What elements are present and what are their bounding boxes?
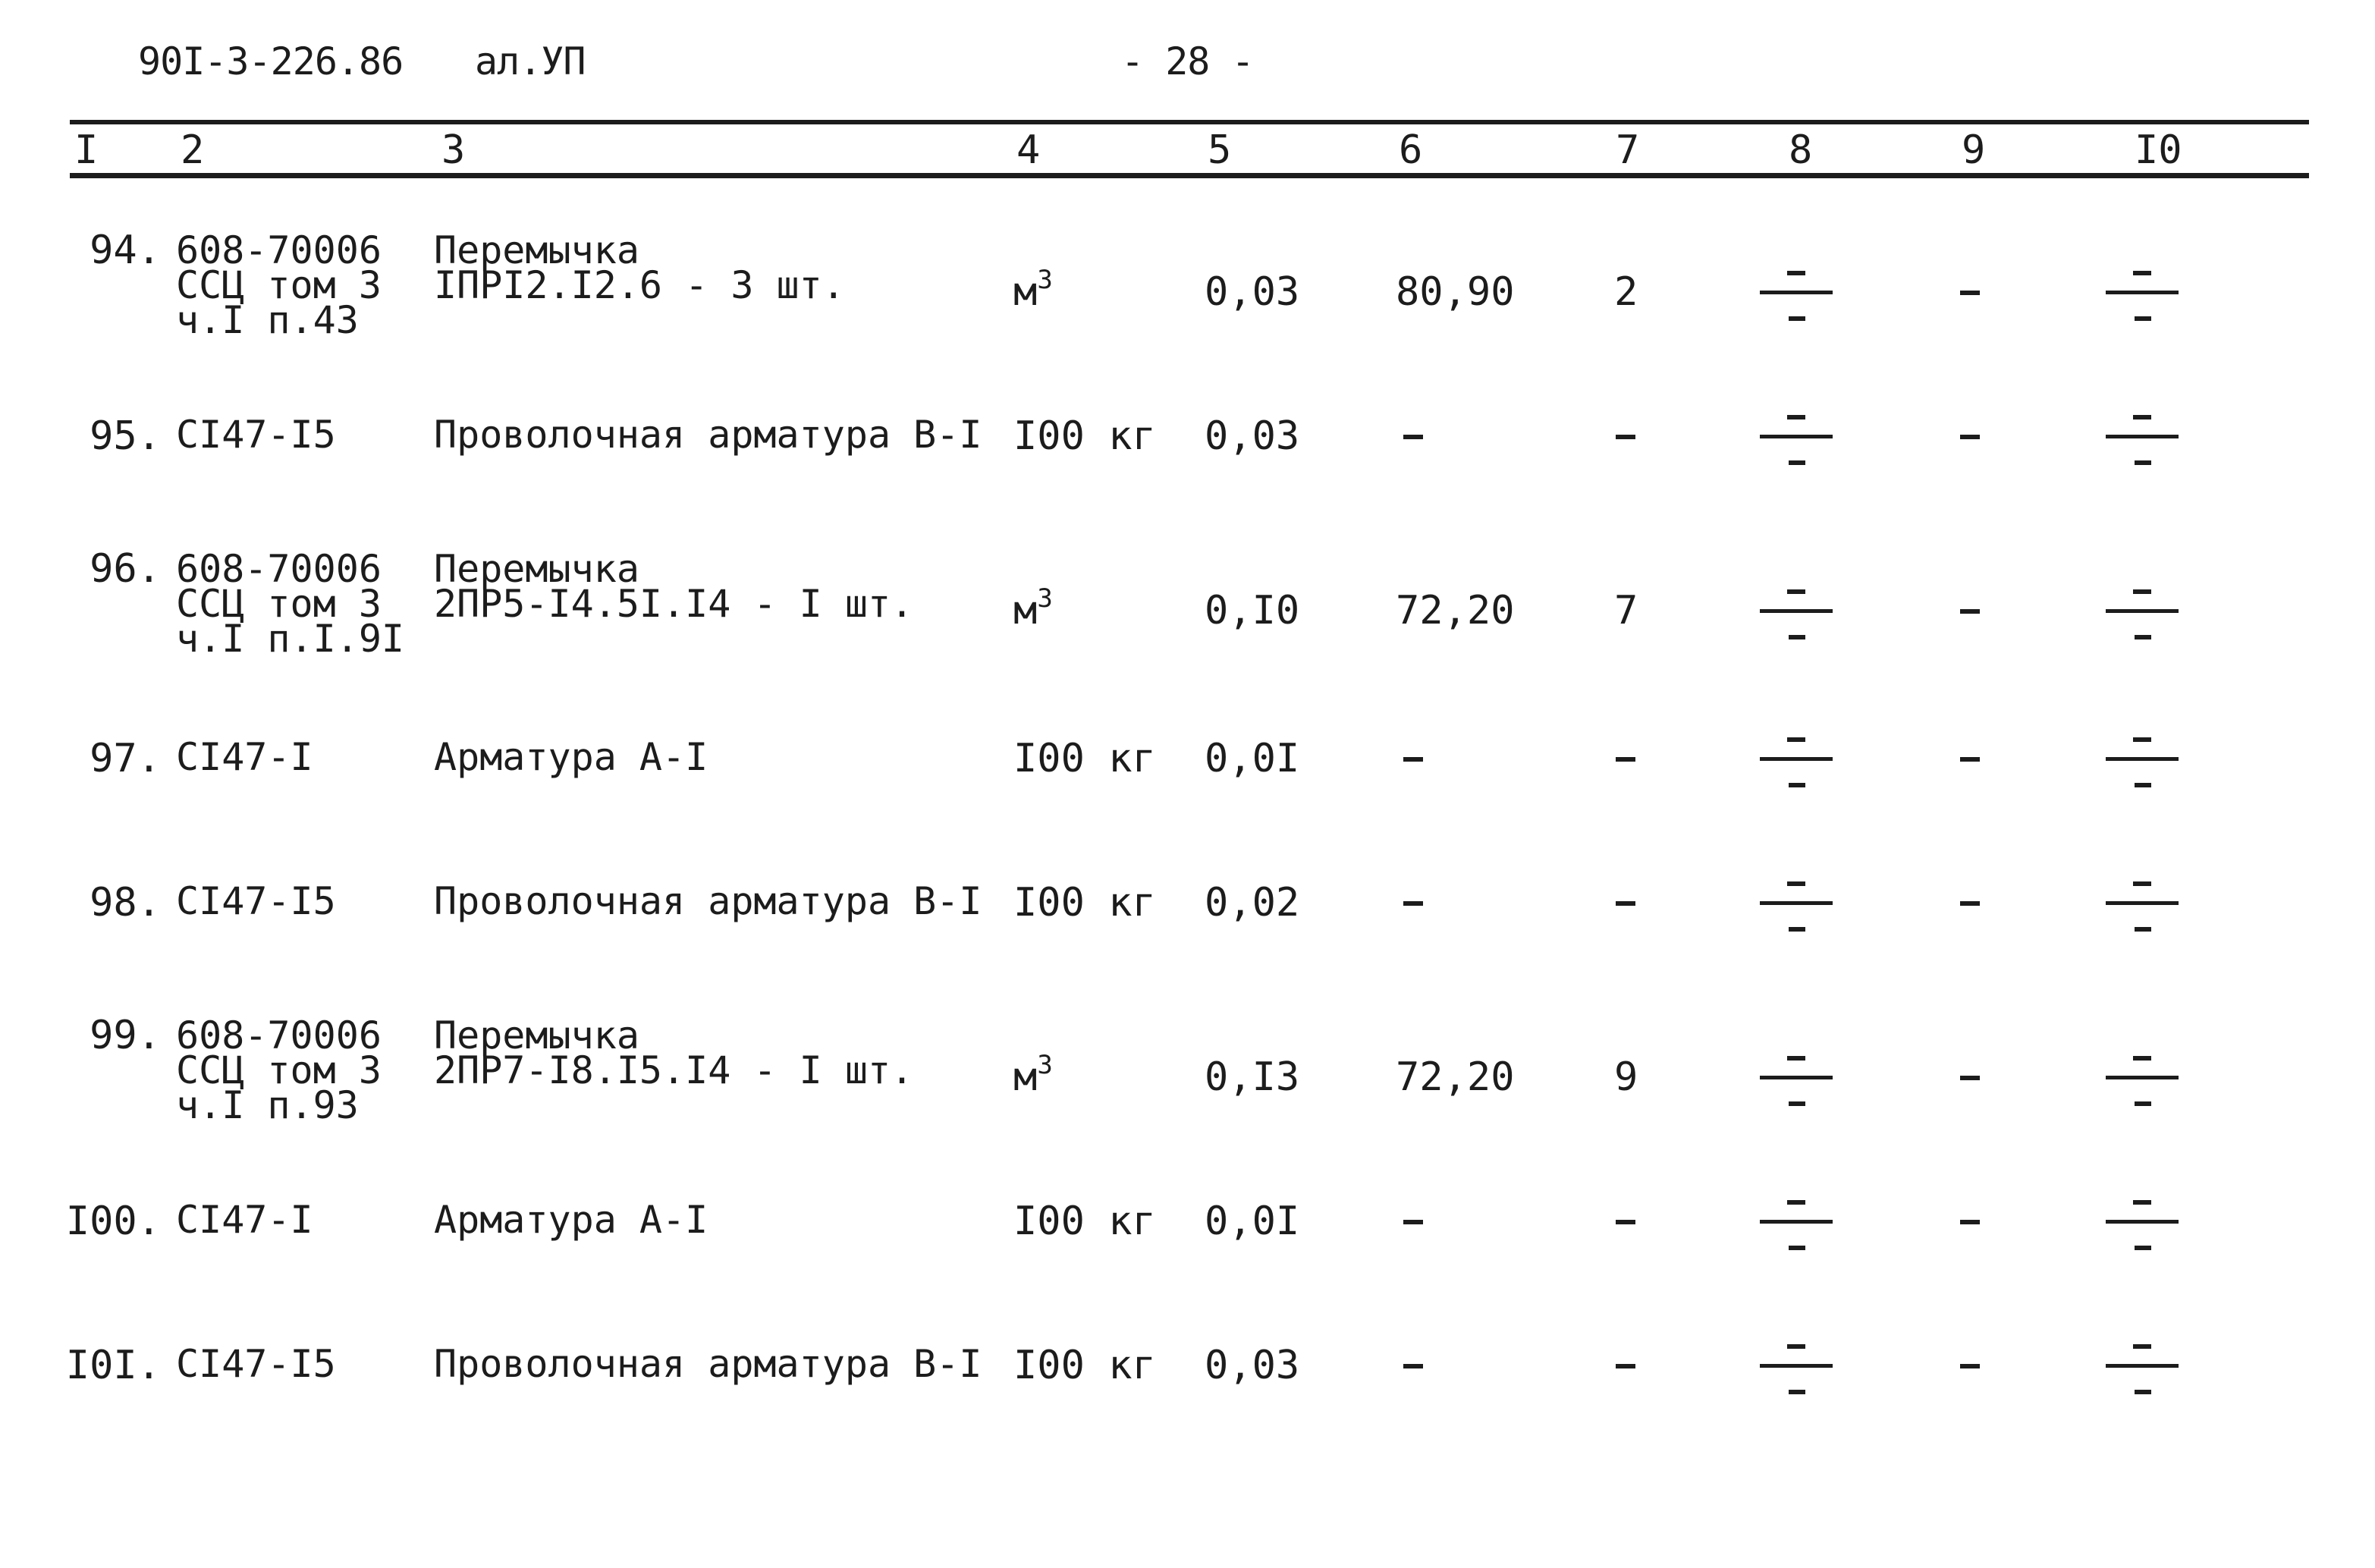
col9-dash — [1960, 901, 1980, 906]
fraction-bar — [1760, 1220, 1833, 1224]
col9-dash — [1960, 1364, 1980, 1368]
total-dash — [1616, 1220, 1635, 1224]
price-dash — [1403, 1364, 1423, 1368]
total-cost: 7 — [1614, 588, 1638, 633]
column-header-1: I — [74, 127, 99, 173]
quantity: 0,I3 — [1205, 1054, 1300, 1100]
col10-fraction-mark — [2106, 881, 2179, 957]
item-name — [434, 1342, 982, 1386]
fraction-top — [2133, 589, 2151, 594]
unit — [1013, 1199, 1156, 1244]
total-dash — [1616, 757, 1635, 762]
fraction-bottom — [2135, 635, 2151, 639]
unit — [1013, 880, 1156, 925]
rate-code — [176, 1198, 313, 1242]
fraction-top — [1787, 881, 1805, 886]
row-number: I0I. — [65, 1343, 161, 1388]
rate-code-line: ССЦ том 3 — [176, 1048, 382, 1092]
rate-code-line: ч.I п.43 — [176, 298, 359, 342]
col8-fraction-mark — [1760, 589, 1833, 665]
fraction-top — [2133, 737, 2151, 742]
fraction-bar — [1760, 1364, 1833, 1368]
rate-code — [176, 879, 336, 923]
item-name-line: Арматура А-I — [434, 1198, 708, 1242]
unit-text: м — [1013, 269, 1038, 315]
unit-price: 80,90 — [1396, 269, 1515, 315]
item-name — [434, 879, 982, 923]
col10-fraction-mark — [2106, 415, 2179, 491]
col10-fraction-mark — [2106, 737, 2179, 813]
column-header-8: 8 — [1789, 127, 1813, 173]
rate-code — [176, 1013, 382, 1127]
price-dash — [1403, 435, 1423, 439]
fraction-bar — [1760, 901, 1833, 905]
rate-code-line: ССЦ том 3 — [176, 263, 382, 307]
unit-exponent: 3 — [1037, 583, 1053, 614]
album-number: ал.УП — [475, 39, 586, 83]
item-name-line: IПРI2.I2.6 - 3 шт. — [434, 263, 845, 307]
col9-dash — [1960, 435, 1980, 439]
unit-exponent: 3 — [1037, 1050, 1053, 1080]
table-top-rule — [70, 120, 2309, 124]
column-header-10: I0 — [2135, 127, 2182, 173]
fraction-bar — [1760, 291, 1833, 294]
col8-fraction-mark — [1760, 271, 1833, 347]
page-number: - 28 - — [1121, 39, 1254, 83]
item-name-line: Перемычка — [434, 1013, 639, 1057]
item-name-line: 2ПР5-I4.5I.I4 - I шт. — [434, 582, 914, 626]
item-name — [434, 1013, 914, 1092]
fraction-bottom — [1789, 783, 1805, 787]
col9-dash — [1960, 609, 1980, 614]
fraction-bottom — [2135, 316, 2151, 321]
unit — [1013, 1050, 1053, 1100]
unit-text: м — [1013, 588, 1038, 633]
rate-code-line: 608-70006 — [176, 1013, 382, 1057]
rate-code-line: СI47-I — [176, 735, 313, 779]
column-header-2: 2 — [181, 127, 205, 173]
total-dash — [1616, 435, 1635, 439]
unit-text: I00 кг — [1013, 1199, 1156, 1244]
fraction-bottom — [2135, 927, 2151, 932]
col9-dash — [1960, 1220, 1980, 1224]
rate-code-line: СI47-I5 — [176, 413, 336, 457]
fraction-top — [1787, 589, 1805, 594]
fraction-top — [1787, 1344, 1805, 1349]
fraction-top — [2133, 1056, 2151, 1061]
fraction-top — [2133, 1200, 2151, 1205]
fraction-top — [2133, 881, 2151, 886]
column-header-3: 3 — [441, 127, 466, 173]
rate-code-line: 608-70006 — [176, 547, 382, 591]
fraction-top — [1787, 415, 1805, 419]
col10-fraction-mark — [2106, 589, 2179, 665]
price-dash — [1403, 757, 1423, 762]
fraction-bottom — [1789, 1390, 1805, 1394]
quantity: 0,I0 — [1205, 588, 1300, 633]
row-number: 96. — [90, 546, 161, 592]
rate-code-line: 608-70006 — [176, 228, 382, 272]
item-name-line: 2ПР7-I8.I5.I4 - I шт. — [434, 1048, 914, 1092]
table-header-rule — [70, 173, 2309, 178]
col8-fraction-mark — [1760, 1056, 1833, 1132]
col8-fraction-mark — [1760, 881, 1833, 957]
fraction-bottom — [2135, 460, 2151, 465]
column-header-7: 7 — [1616, 127, 1640, 173]
item-name-line: Проволочная арматура В-I — [434, 879, 982, 923]
col10-fraction-mark — [2106, 271, 2179, 347]
rate-code-line: СI47-I — [176, 1198, 313, 1242]
fraction-top — [1787, 1200, 1805, 1205]
total-dash — [1616, 1364, 1635, 1368]
col9-dash — [1960, 1076, 1980, 1080]
fraction-bottom — [1789, 635, 1805, 639]
fraction-bottom — [2135, 783, 2151, 787]
unit-price: 72,20 — [1396, 1054, 1515, 1100]
item-name-line: Перемычка — [434, 547, 639, 591]
fraction-bar — [2106, 291, 2179, 294]
fraction-bar — [2106, 901, 2179, 905]
col8-fraction-mark — [1760, 1344, 1833, 1420]
quantity: 0,03 — [1205, 413, 1300, 459]
fraction-bar — [2106, 757, 2179, 761]
unit-text: м — [1013, 1054, 1038, 1100]
row-number: 95. — [90, 413, 161, 459]
item-name — [434, 1198, 708, 1242]
unit — [1013, 583, 1053, 633]
fraction-bottom — [1789, 1101, 1805, 1106]
rate-code — [176, 547, 405, 661]
item-name-line: Проволочная арматура В-I — [434, 413, 982, 457]
item-name — [434, 547, 914, 626]
fraction-bottom — [1789, 927, 1805, 932]
fraction-bar — [2106, 1076, 2179, 1079]
total-dash — [1616, 901, 1635, 906]
rate-code-line: ССЦ том 3 — [176, 582, 382, 626]
unit-exponent: 3 — [1037, 265, 1053, 295]
unit — [1013, 413, 1156, 459]
rate-code — [176, 413, 336, 457]
rate-code-line: ч.I п.93 — [176, 1083, 359, 1127]
item-name — [434, 413, 982, 457]
quantity: 0,0I — [1205, 736, 1300, 781]
unit-text: I00 кг — [1013, 1343, 1156, 1388]
fraction-top — [2133, 271, 2151, 275]
rate-code — [176, 1342, 336, 1386]
rate-code-line: СI47-I5 — [176, 1342, 336, 1386]
fraction-top — [1787, 1056, 1805, 1061]
row-number: 94. — [90, 228, 161, 273]
column-header-6: 6 — [1399, 127, 1423, 173]
fraction-bar — [1760, 757, 1833, 761]
unit — [1013, 1343, 1156, 1388]
unit-price: 72,20 — [1396, 588, 1515, 633]
unit-text: I00 кг — [1013, 736, 1156, 781]
col9-dash — [1960, 757, 1980, 762]
fraction-top — [2133, 1344, 2151, 1349]
fraction-top — [2133, 415, 2151, 419]
fraction-bar — [2106, 435, 2179, 438]
item-name-line: Перемычка — [434, 228, 639, 272]
fraction-top — [1787, 271, 1805, 275]
col10-fraction-mark — [2106, 1344, 2179, 1420]
unit — [1013, 265, 1053, 315]
unit-text: I00 кг — [1013, 880, 1156, 925]
fraction-bottom — [1789, 316, 1805, 321]
fraction-bar — [1760, 609, 1833, 613]
fraction-bar — [1760, 435, 1833, 438]
unit-text: I00 кг — [1013, 413, 1156, 459]
document-code: 90I-3-226.86 — [138, 39, 404, 83]
col8-fraction-mark — [1760, 1200, 1833, 1276]
fraction-bar — [1760, 1076, 1833, 1079]
col8-fraction-mark — [1760, 737, 1833, 813]
rate-code-line: СI47-I5 — [176, 879, 336, 923]
item-name-line: Арматура А-I — [434, 735, 708, 779]
rate-code — [176, 735, 313, 779]
row-number: 98. — [90, 880, 161, 925]
fraction-bottom — [1789, 1246, 1805, 1250]
fraction-bottom — [2135, 1101, 2151, 1106]
fraction-bar — [2106, 1220, 2179, 1224]
unit — [1013, 736, 1156, 781]
fraction-bar — [2106, 609, 2179, 613]
fraction-bar — [2106, 1364, 2179, 1368]
column-header-4: 4 — [1016, 127, 1041, 173]
item-name — [434, 228, 845, 307]
row-number: 97. — [90, 736, 161, 781]
fraction-top — [1787, 737, 1805, 742]
column-header-5: 5 — [1208, 127, 1232, 173]
fraction-bottom — [2135, 1390, 2151, 1394]
quantity: 0,02 — [1205, 880, 1300, 925]
rate-code — [176, 228, 382, 342]
col8-fraction-mark — [1760, 415, 1833, 491]
column-header-9: 9 — [1962, 127, 1986, 173]
col10-fraction-mark — [2106, 1056, 2179, 1132]
total-cost: 9 — [1614, 1054, 1638, 1100]
col9-dash — [1960, 291, 1980, 295]
item-name-line: Проволочная арматура В-I — [434, 1342, 982, 1386]
total-cost: 2 — [1614, 269, 1638, 315]
fraction-bottom — [2135, 1246, 2151, 1250]
rate-code-line: ч.I п.I.9I — [176, 617, 405, 661]
item-name — [434, 735, 708, 779]
quantity: 0,03 — [1205, 269, 1300, 315]
price-dash — [1403, 1220, 1423, 1224]
row-number: 99. — [90, 1013, 161, 1058]
quantity: 0,0I — [1205, 1199, 1300, 1244]
fraction-bottom — [1789, 460, 1805, 465]
quantity: 0,03 — [1205, 1343, 1300, 1388]
col10-fraction-mark — [2106, 1200, 2179, 1276]
price-dash — [1403, 901, 1423, 906]
row-number: I00. — [65, 1199, 161, 1244]
